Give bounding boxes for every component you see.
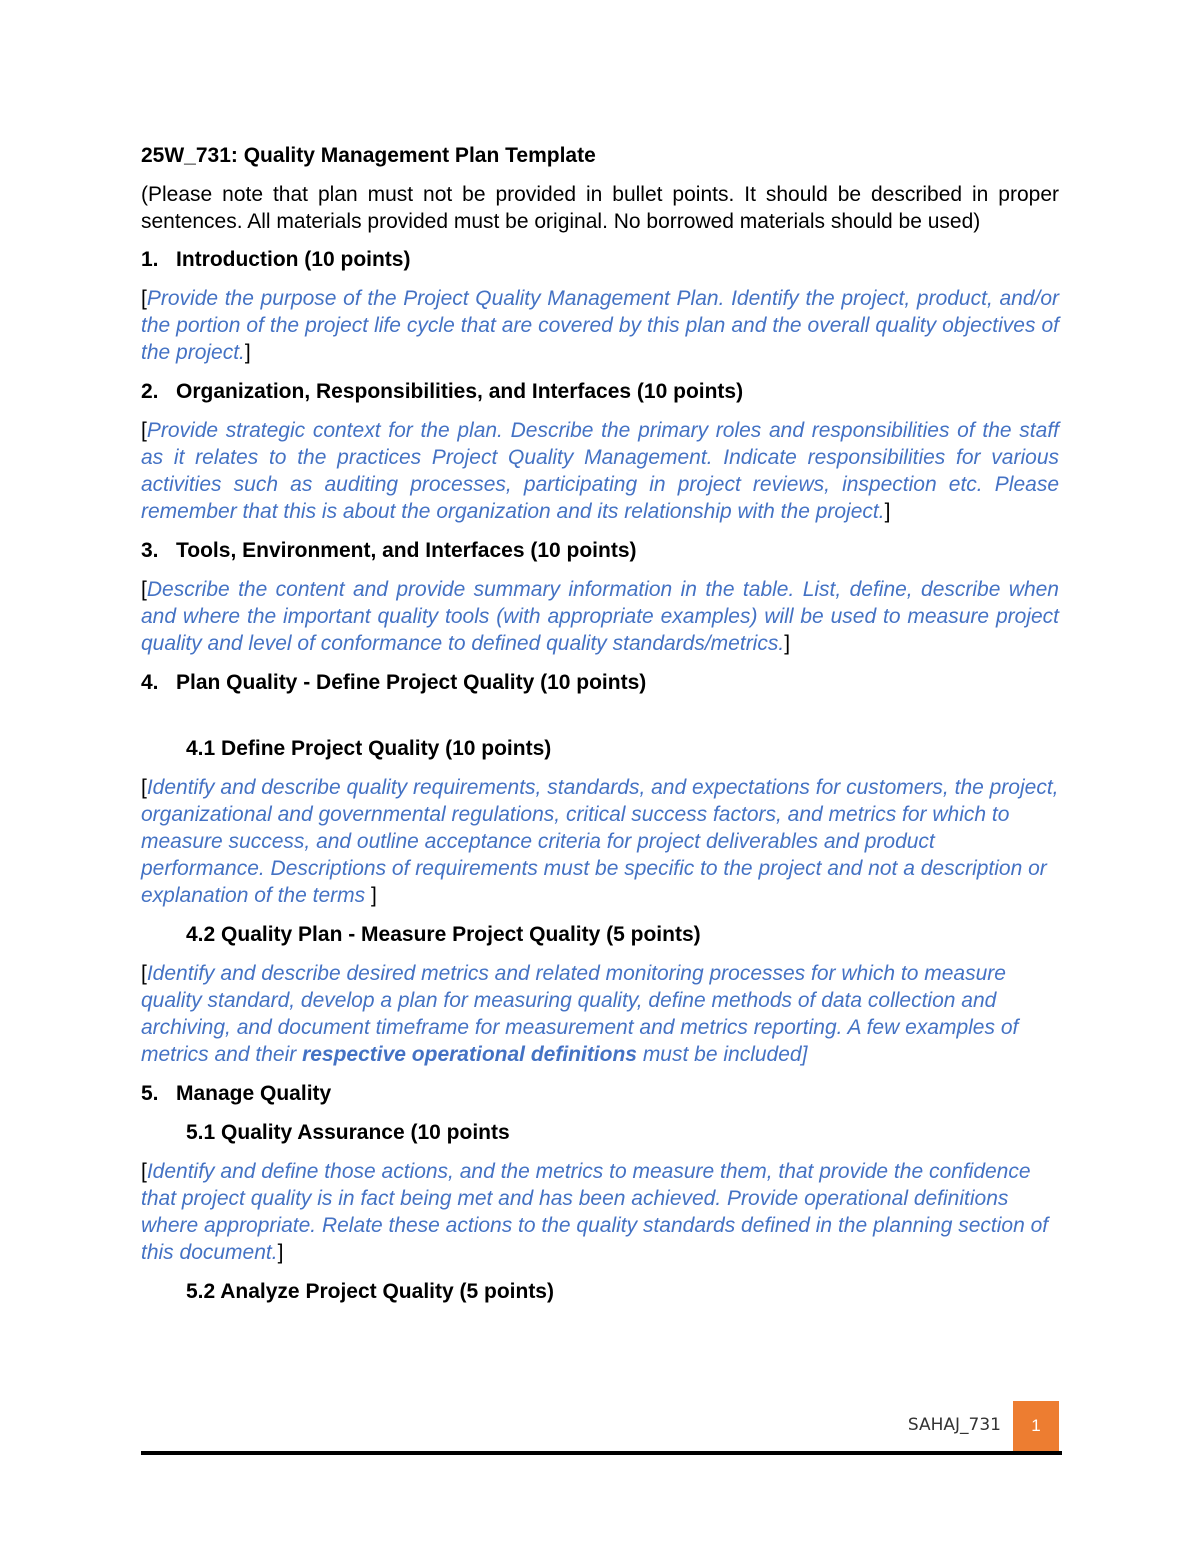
- subsection-5-1-heading: 5.1 Quality Assurance (10 points: [186, 1121, 510, 1144]
- instruction-text: Identify and describe quality requirements, standards, and expectations for customers, the project, organizational and governmental regulations, critical success factors, and metrics for which to measure success, and outline acceptance criteria for project deliverables and product performance. Descriptions of requirements must be specific to the project and not a description or explanation of the terms: [141, 776, 1059, 907]
- subsection-4-2-instruction: [141, 960, 1059, 1068]
- section-title: Tools, Environment, and Interfaces (10 points): [176, 539, 637, 562]
- section-1-heading: [141, 246, 1059, 273]
- footer-divider: [141, 1451, 1062, 1455]
- subsection-5-2-heading: 5.2 Analyze Project Quality (5 points): [186, 1280, 554, 1303]
- section-4-heading: [141, 669, 1059, 696]
- subsection-4-2-heading: 4.2 Quality Plan - Measure Project Quality (5 points): [186, 923, 701, 946]
- section-number: 1.: [141, 248, 159, 271]
- subsection-4-1-heading: 4.1 Define Project Quality (10 points): [186, 737, 552, 760]
- bracket-open: [: [141, 419, 147, 442]
- bracket-open: [: [141, 578, 147, 601]
- section-number: 2.: [141, 380, 159, 403]
- document-note: (Please note that plan must not be provided in bullet points. It should be described in proper sentences. All materials provided must be original. No borrowed materials should be used): [141, 183, 1059, 233]
- instruction-bold-text: respective operational definitions: [302, 1043, 637, 1066]
- section-title: Organization, Responsibilities, and Interfaces (10 points): [176, 380, 744, 403]
- footer-label: SAHAJ_731: [907, 1415, 1001, 1435]
- instruction-text: Identify and describe desired metrics and related monitoring processes for which to measure quality standard, develop a plan for measuring quality, define methods of data collection and archiving, and document timeframe for measurement and metrics reporting. A few examples of metrics and their: [141, 962, 1019, 1066]
- bracket-close: ]: [244, 341, 251, 364]
- subsection-5-1-instruction: [141, 1158, 1059, 1266]
- bracket-close: ]: [884, 500, 891, 523]
- blank-line: [141, 708, 1059, 735]
- section-number: 5.: [141, 1082, 159, 1105]
- document-body: [141, 142, 1059, 1317]
- bracket-open: [: [141, 776, 147, 799]
- section-1-instruction: [141, 285, 1059, 366]
- section-title: Introduction (10 points): [176, 248, 411, 271]
- page-number-badge: [1013, 1401, 1059, 1451]
- instruction-text: Provide strategic context for the plan. Describe the primary roles and responsibilities of the staff as it relates to the practices Project Quality Management. Indicate responsibilities for various activities such as auditing processes, participating in project reviews, inspection etc. Please remember that this is about the organization and its relationship with the project.: [141, 419, 1059, 523]
- bracket-close: ]: [277, 1241, 284, 1264]
- instruction-text-end: must be included]: [636, 1043, 808, 1066]
- instruction-text: Provide the purpose of the Project Quality Management Plan. Identify the project, product, and/or the portion of the project life cycle that are covered by this plan and the overall quality objectives of the project.: [141, 287, 1059, 364]
- section-2-heading: [141, 378, 1059, 405]
- bracket-open: [: [141, 962, 147, 985]
- section-2-instruction: [141, 417, 1059, 525]
- page-footer: [141, 1401, 1059, 1453]
- document-title: 25W_731: Quality Management Plan Template: [141, 144, 596, 167]
- bracket-open: [: [141, 287, 147, 310]
- section-title: Plan Quality - Define Project Quality (10 points): [176, 671, 647, 694]
- page-number: 1: [1031, 1416, 1041, 1435]
- section-3-instruction: [141, 576, 1059, 657]
- section-5-heading: [141, 1080, 1059, 1107]
- subsection-4-1-instruction: [141, 774, 1059, 909]
- bracket-close: ]: [370, 884, 377, 907]
- instruction-text: Identify and define those actions, and the metrics to measure them, that provide the confidence that project quality is in fact being met and has been achieved. Provide operational definitions where appropriate. Relate these actions to the quality standards defined in the planning section of this document.: [141, 1160, 1049, 1264]
- instruction-text: Describe the content and provide summary information in the table. List, define, describe when and where the important quality tools (with appropriate examples) will be used to measure project quality and level of conformance to defined quality standards/metrics.: [141, 578, 1059, 655]
- bracket-open: [: [141, 1160, 147, 1183]
- section-title: Manage Quality: [176, 1082, 332, 1105]
- section-number: 4.: [141, 671, 159, 694]
- section-3-heading: [141, 537, 1059, 564]
- bracket-close: ]: [784, 632, 791, 655]
- section-number: 3.: [141, 539, 159, 562]
